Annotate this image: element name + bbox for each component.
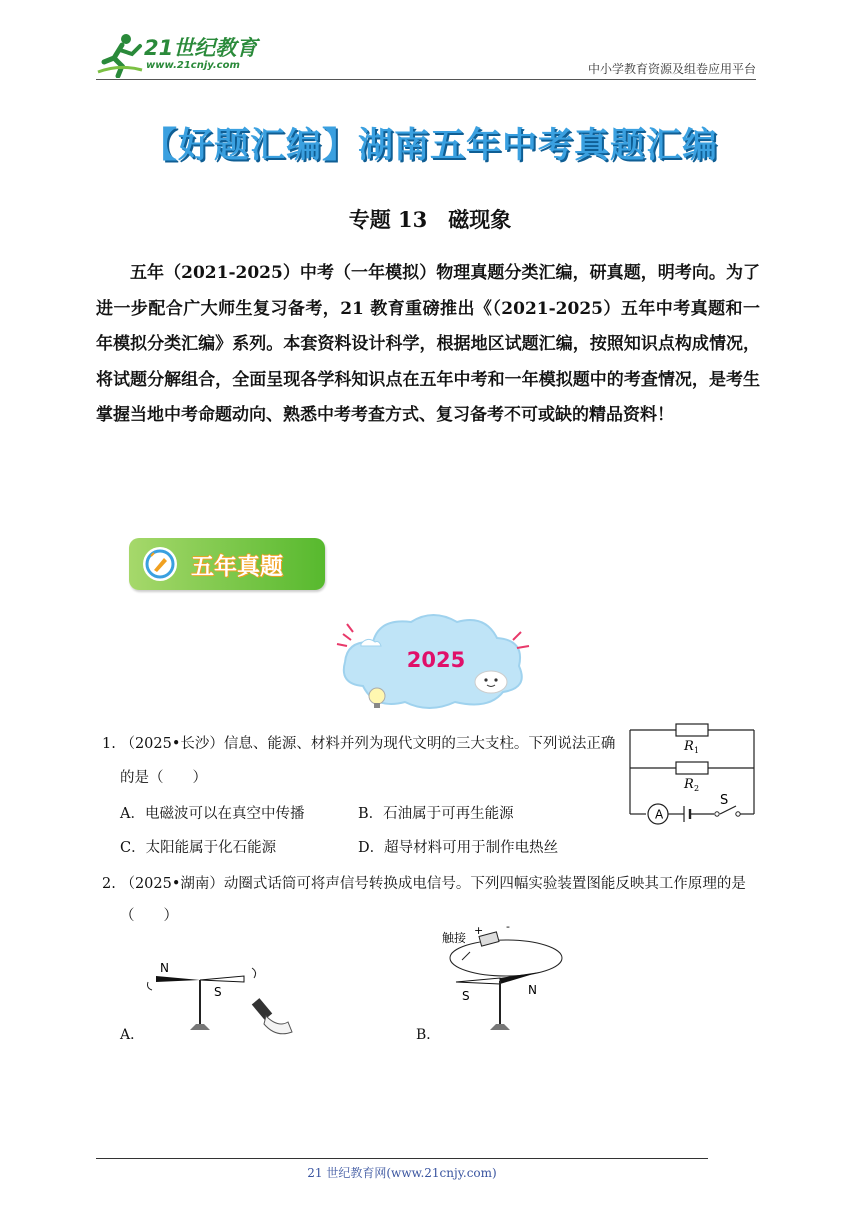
resistor-2-subscript: 2: [694, 784, 700, 793]
question-2-stem: 2. （2025•湖南）动圈式话筒可将声信号转换成电信号。下列四幅实验装置图能反映其工作原理的是: [102, 876, 746, 892]
figure-b-north-label: N: [528, 983, 537, 997]
runner-icon: [96, 32, 144, 78]
section-badge-label: 五年真题: [191, 554, 283, 580]
question-1-option-a: A．电磁波可以在真空中传播: [120, 806, 305, 822]
banner-title: 【好题汇编】湖南五年中考真题汇编: [141, 126, 718, 166]
resistor-1-label: R: [684, 739, 694, 754]
question-2-stem-cont: （ ）: [120, 908, 178, 924]
section-badge: [129, 538, 325, 590]
footer-divider: [96, 1158, 708, 1159]
figure-a-north-label: N: [160, 961, 169, 975]
logo-url-text: www.21cnjy.com: [146, 60, 240, 71]
platform-name: 中小学教育资源及组卷应用平台: [587, 62, 756, 76]
figure-a-south-label: S: [214, 985, 222, 999]
circuit-diagram: [624, 716, 768, 828]
ammeter-label: A: [655, 807, 664, 822]
year-label: 2025: [406, 648, 466, 672]
resistor-2-label: R: [684, 777, 694, 792]
pen-icon: [143, 547, 177, 581]
year-cloud: [325, 610, 537, 716]
intro-paragraph: 五年（2021-2025）中考（一年模拟）物理真题分类汇编，研真题，明考向。为了进一步配合广大师生复习备考，21 教育重磅推出《（2021-2025）五年中考真题和一年模拟分类汇编》系列。本套资料设计科学，根据地区试题汇编，按照知识点构成情况，将试题分解组合，全面呈现各学科知识点在五年中考和一年模拟题中的考查情况，是考生掌握当地中考命题动向、熟悉中考考查方式、复习备考不可或缺的精品资料！: [96, 263, 760, 426]
figure-b-wire-compass: [436, 922, 564, 1036]
switch-label: S: [720, 793, 729, 808]
footer-text: 21 世纪教育网(www.21cnjy.com): [307, 1166, 497, 1180]
figure-b-touch-label: 触接: [442, 931, 467, 945]
site-logo: [96, 32, 266, 78]
header-divider: [96, 79, 756, 80]
resistor-1-subscript: 1: [694, 746, 700, 755]
question-1-stem: 1. （2025•长沙）信息、能源、材料并列为现代文明的三大支柱。下列说法正确: [102, 736, 616, 752]
figure-b-label: B．: [416, 1027, 441, 1043]
figure-a-label: A．: [120, 1027, 145, 1043]
question-1-stem-cont: 的是（ ）: [120, 770, 207, 786]
question-1-option-c: C．太阳能属于化石能源: [120, 840, 277, 856]
question-1-option-d: D．超导材料可用于制作电热丝: [358, 840, 559, 856]
figure-b-south-label: S: [462, 989, 470, 1003]
figure-a-compass-magnet: [136, 958, 296, 1038]
figure-b-minus-label: -: [506, 922, 510, 933]
question-1-option-b: B．石油属于可再生能源: [358, 806, 514, 822]
logo-brand-text: 21世纪教育: [144, 36, 258, 60]
figure-b-plus-label: +: [474, 924, 484, 937]
topic-title: 专题 13 磁现象: [348, 207, 512, 232]
